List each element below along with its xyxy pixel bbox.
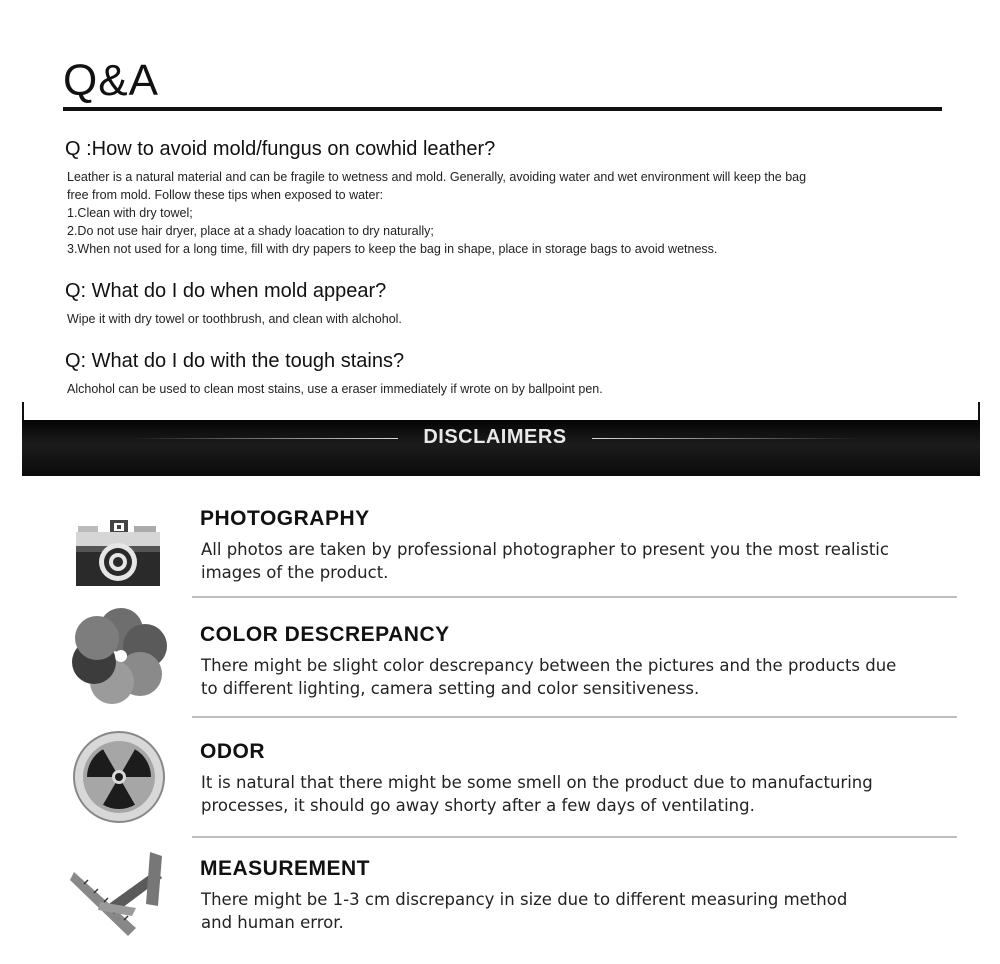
divider [192, 716, 957, 718]
photography-title: PHOTOGRAPHY [200, 507, 370, 530]
banner-line-left [130, 438, 398, 439]
camera-icon [74, 518, 162, 593]
left-border-tick [22, 402, 24, 422]
divider [192, 596, 957, 598]
text-line: There might be slight color descrepancy between the pictures and the products due [201, 656, 897, 675]
text-line: and human error. [201, 913, 344, 932]
answer-line: free from mold. Follow these tips when exposed to water: [67, 188, 384, 202]
measurement-text [201, 888, 961, 934]
text-line: processes, it should go away shorty after a few days of ventilating. [201, 796, 755, 815]
answer-line: 2.Do not use hair dryer, place at a shady loacation to dry naturally; [67, 224, 434, 238]
qa-divider [63, 107, 942, 111]
answer-line: 3.When not used for a long time, fill with dry papers to keep the bag in shape, place in storage bags to avoid wetness. [67, 242, 718, 256]
answer-line: Leather is a natural material and can be fragile to wetness and mold. Generally, avoiding water and wet environment will keep the bag [67, 170, 807, 184]
question-mold-appear: Q: What do I do when mold appear? [65, 280, 387, 302]
answer-line: Alchohol can be used to clean most stains, use a eraser immediately if wrote on by ballpoint pen. [67, 382, 603, 396]
color-wheel-icon [72, 606, 170, 709]
text-line: It is natural that there might be some smell on the product due to manufacturing [201, 773, 873, 792]
right-border-tick [978, 402, 980, 422]
text-line: images of the product. [201, 563, 389, 582]
ruler-icon [70, 850, 166, 945]
divider [192, 836, 957, 838]
question-tough-stains: Q: What do I do with the tough stains? [65, 350, 405, 372]
text-line: There might be 1-3 cm discrepancy in size due to different measuring method [201, 890, 848, 909]
disclaimers-title: DISCLAIMERS [423, 426, 567, 448]
question-mold-prevention: Q :How to avoid mold/fungus on cowhid leather? [65, 138, 496, 160]
answer-mold-prevention [67, 168, 947, 258]
banner-line-right [592, 438, 860, 439]
answer-line: Wipe it with dry towel or toothbrush, and clean with alchohol. [67, 312, 402, 326]
answer-tough-stains [67, 380, 947, 398]
answer-mold-appear [67, 310, 947, 328]
measurement-title: MEASUREMENT [200, 857, 371, 880]
photography-text [201, 538, 961, 584]
odor-text [201, 771, 961, 817]
text-line: All photos are taken by professional photographer to present you the most realistic [201, 540, 889, 559]
odor-title: ODOR [200, 740, 265, 763]
text-line: to different lighting, camera setting and color sensitiveness. [201, 679, 700, 698]
odor-hazard-icon [72, 730, 166, 829]
answer-line: 1.Clean with dry towel; [67, 206, 193, 220]
color-descrepancy-text [201, 654, 961, 700]
color-descrepancy-title: COLOR DESCREPANCY [200, 623, 450, 646]
qa-title: Q&A [63, 56, 159, 105]
